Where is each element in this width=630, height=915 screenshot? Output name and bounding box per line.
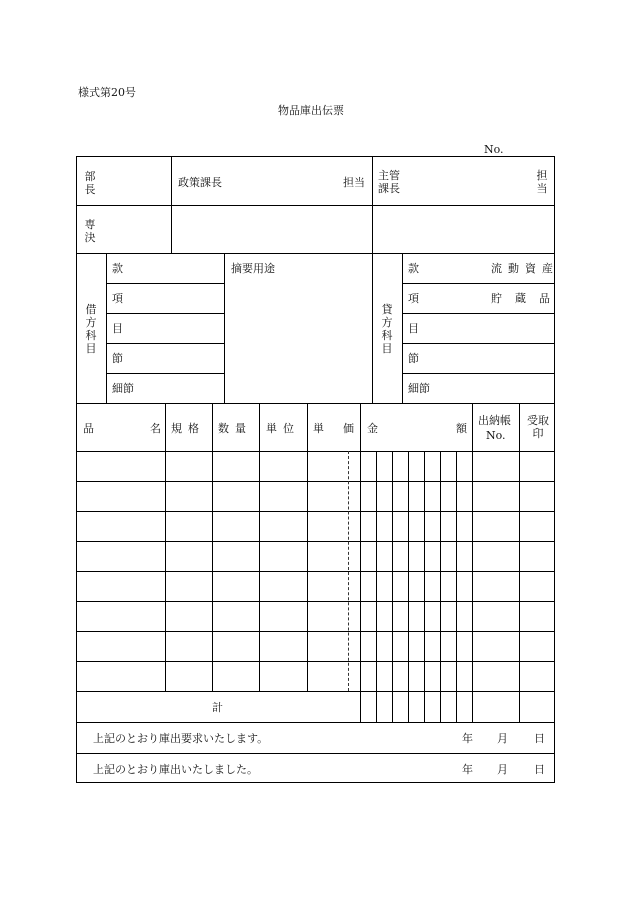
col-kingaku-1: 金: [367, 422, 378, 435]
col-suitocho-no: No.: [486, 429, 506, 442]
credit-ko-label: 項: [408, 292, 419, 305]
col-uketori: 受取 印: [527, 414, 549, 440]
bucho-label: 部 長: [84, 170, 96, 196]
page-title: 物品庫出伝票: [278, 104, 344, 117]
col-tani: 単位: [266, 422, 300, 435]
shukan-kacho-label: 主管 課長: [378, 169, 400, 195]
table-row[interactable]: [77, 662, 554, 691]
credit-moku-label: 目: [408, 322, 419, 335]
statement-issued-year: 年: [462, 763, 473, 776]
table-row[interactable]: [77, 482, 554, 511]
debit-saisetsu-label: 細節: [112, 382, 134, 395]
table-row[interactable]: [77, 452, 554, 481]
seisaku-kacho-label: 政策課長: [178, 176, 222, 189]
debit-ko-label: 項: [112, 292, 123, 305]
col-tanka-1: 単: [313, 422, 324, 435]
col-suryo: 数量: [218, 422, 252, 435]
credit-ko-value: 貯蔵品: [491, 292, 563, 305]
tanto2-label: 担 当: [536, 169, 548, 195]
total-label: 計: [212, 701, 223, 714]
col-mei: 名: [150, 422, 161, 435]
table-row[interactable]: [77, 542, 554, 571]
statement-issued-day: 日: [534, 763, 545, 776]
table-row[interactable]: [77, 602, 554, 631]
col-kikaku: 規格: [171, 422, 205, 435]
statement-request-month: 月: [497, 732, 508, 745]
table-row[interactable]: [77, 512, 554, 541]
summary-label: 摘要用途: [231, 262, 275, 275]
credit-setsu-label: 節: [408, 352, 419, 365]
col-hin: 品: [83, 422, 94, 435]
credit-account-label: 貸 方 科 目: [381, 303, 393, 355]
statement-request-year: 年: [462, 732, 473, 745]
debit-setsu-label: 節: [112, 352, 123, 365]
credit-kan-value: 流動資産: [491, 262, 559, 275]
col-kingaku-2: 額: [456, 422, 467, 435]
debit-moku-label: 目: [112, 322, 123, 335]
col-suitocho: 出納帳: [478, 414, 511, 427]
credit-kan-label: 款: [408, 262, 419, 275]
statement-issued: 上記のとおり庫出いたしました。: [93, 763, 258, 776]
form-number: 様式第20号: [78, 86, 136, 99]
table-row[interactable]: [77, 632, 554, 661]
statement-issued-month: 月: [497, 763, 508, 776]
col-tanka-2: 価: [343, 422, 354, 435]
statement-request: 上記のとおり庫出要求いたします。: [93, 732, 269, 745]
shukan-sign-cell[interactable]: [373, 206, 554, 252]
slip-number-label: No.: [484, 143, 504, 156]
summary-field[interactable]: [225, 278, 371, 402]
tanto-label: 担当: [343, 176, 365, 189]
table-row[interactable]: [77, 572, 554, 601]
statement-request-day: 日: [534, 732, 545, 745]
senketsu-sign-cell[interactable]: [172, 206, 371, 252]
debit-account-label: 借 方 科 目: [85, 303, 97, 355]
debit-kan-label: 款: [112, 262, 123, 275]
credit-saisetsu-label: 細節: [408, 382, 430, 395]
senketsu-label: 専 決: [84, 218, 96, 244]
